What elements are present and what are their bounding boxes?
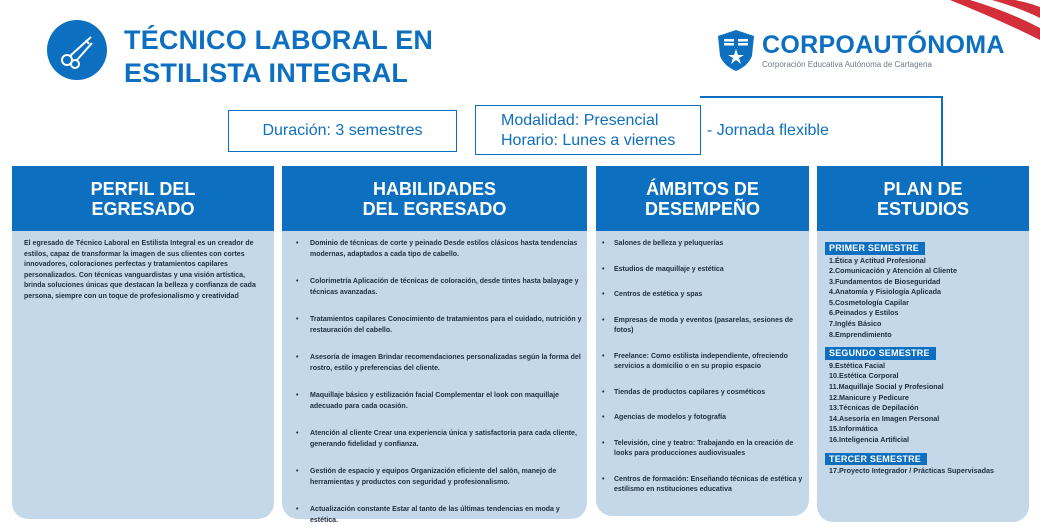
- course-item: 9.Estética Facial: [829, 360, 885, 370]
- course-item: 4.Anatomía y Fisiología Aplicada: [829, 287, 941, 297]
- course-item: 16.Inteligencia Artificial: [829, 434, 910, 444]
- list-item: • Maquillaje básico y estilización facial Complementar el look con maquillaje adecuado para cada ocasión.: [282, 391, 587, 412]
- shield-icon: [716, 28, 756, 72]
- habilidades-title-1: HABILIDADES: [372, 178, 496, 199]
- scissors-icon: [47, 20, 107, 80]
- plan-card: [817, 166, 1029, 522]
- list-item: • Salones de belleza y peluquerías: [596, 239, 807, 250]
- course-item: 7.Inglés Básico: [829, 319, 882, 329]
- course-item: 1.Ética y Actitud Profesional: [829, 255, 926, 265]
- modality-text: Modalidad: Presencial: [501, 112, 659, 129]
- course-item: 17.Proyecto Integrador / Prácticas Supervisadas: [829, 466, 994, 475]
- duration-text: Duración: 3 semestres: [262, 122, 423, 139]
- perfil-title-2: EGRESADO: [91, 198, 195, 219]
- brand-name: CORPOAUTÓNOMA: [762, 30, 1005, 59]
- ambitos-title-2: DESEMPEÑO: [644, 198, 761, 219]
- perfil-text: El egresado de Técnico Laboral en Estilista Integral es un creador de estilos, capaz de transformar la imagen de sus clientes con cortes innovadores, coloraciones perfectas y tratamientos capilares personalizados. Con técnicas vanguardistas y una visión artística, brinda soluciones únicas que destacan la belleza y confianza de cada persona, siempre con un toque de profesionalismo y creatividad: [24, 240, 256, 300]
- list-item: • Centros de formación: Enseñando técnicas de estética y estilismo en nstituciones educativa: [596, 475, 807, 496]
- list-item: • Atención al cliente Crear una experiencia única y satisfactoria para cada cliente, generando fidelidad y confianza.: [282, 429, 587, 450]
- course-item: 12.Manicure y Pedicure: [829, 392, 909, 402]
- semester-title: PRIMER SEMESTRE: [825, 242, 925, 255]
- list-item: • Empresas de moda y eventos (pasarelas, sesiones de fotos): [596, 316, 807, 337]
- list-item: • Actualización constante Estar al tanto de las últimas tendencias en moda y estética.: [282, 505, 587, 526]
- modality-box: [475, 105, 701, 155]
- habilidades-list: [282, 239, 587, 526]
- ambitos-card: [596, 166, 809, 516]
- course-item: 14.Asesoría en Imagen Personal: [829, 413, 940, 423]
- list-item: • Asesoría de imagen Brindar recomendaciones personalizadas según la forma del rostro, estilo y preferencias del cliente.: [282, 353, 587, 374]
- list-item: • Freelance: Como estilista independiente, ofreciendo servicios a domicilio o en su propio espacio: [596, 352, 807, 373]
- title-line-1: TÉCNICO LABORAL EN: [124, 25, 434, 55]
- list-item: • Gestión de espacio y equipos Organización eficiente del salón, manejo de herramientas y productos con seguridad y profesionalismo.: [282, 467, 587, 488]
- plan-heading: [817, 166, 1029, 231]
- list-item: • Agencias de modelos y fotografía: [596, 413, 807, 424]
- schedule-text: Horario: Lunes a viernes: [501, 132, 676, 149]
- semester-1: [825, 238, 1021, 340]
- title-line-2: ESTILISTA INTEGRAL: [124, 58, 409, 88]
- course-item: 6.Peinados y Estilos: [829, 308, 899, 318]
- list-item: • Colorimetría Aplicación de técnicas de coloración, desde tintes hasta balayage y técnicas avanzadas.: [282, 277, 587, 298]
- habilidades-card: [282, 166, 587, 524]
- perfil-card: [12, 166, 274, 519]
- semester-3: [825, 449, 1021, 477]
- semester-title: SEGUNDO SEMESTRE: [825, 347, 936, 360]
- ambitos-list: [596, 239, 807, 496]
- ambitos-heading: [596, 166, 809, 231]
- course-item: 8.Emprendimiento: [829, 329, 892, 339]
- course-item: 15.Informática: [829, 424, 878, 434]
- ambitos-title-1: ÁMBITOS DE: [646, 178, 759, 199]
- course-item: 2.Comunicación y Atención al Cliente: [829, 266, 957, 276]
- course-item: 3.Fundamentos de Bioseguridad: [829, 276, 941, 286]
- list-item: • Estudios de maquillaje y estética: [596, 265, 807, 276]
- list-item: • Dominio de técnicas de corte y peinado Desde estilos clásicos hasta tendencias modernas, adaptados a cada tipo de cabello.: [282, 239, 587, 260]
- duration-box: [228, 110, 457, 152]
- semester-title: TERCER SEMESTRE: [825, 453, 927, 466]
- list-item: • Televisión, cine y teatro: Trabajando en la creación de looks para producciones audiovisuales: [596, 439, 807, 460]
- habilidades-title-2: DEL EGRESADO: [362, 198, 507, 219]
- course-item: 13.Técnicas de Depilación: [829, 403, 919, 413]
- semester-2: [825, 343, 1021, 445]
- jornada-text: - Jornada flexible: [707, 122, 829, 139]
- course-item: 10.Estética Corporal: [829, 371, 899, 381]
- brand-logo: [716, 28, 1005, 72]
- brand-subtitle: Corporación Educativa Autónoma de Cartagena: [762, 59, 932, 69]
- course-item: 5.Cosmetología Capilar: [829, 297, 909, 307]
- perfil-title-1: PERFIL DEL: [90, 178, 196, 199]
- list-item: • Centros de estética y spas: [596, 290, 807, 301]
- habilidades-heading: [282, 166, 587, 231]
- list-item: • Tiendas de productos capilares y cosméticos: [596, 388, 807, 399]
- plan-title-2: ESTUDIOS: [876, 198, 969, 219]
- perfil-heading: [12, 166, 274, 231]
- page-title: [124, 24, 433, 90]
- course-item: 11.Maquillaje Social y Profesional: [829, 381, 944, 391]
- list-item: • Tratamientos capilares Conocimiento de tratamientos para el cuidado, nutrición y restauración del cabello.: [282, 315, 587, 336]
- plan-title-1: PLAN DE: [883, 178, 963, 199]
